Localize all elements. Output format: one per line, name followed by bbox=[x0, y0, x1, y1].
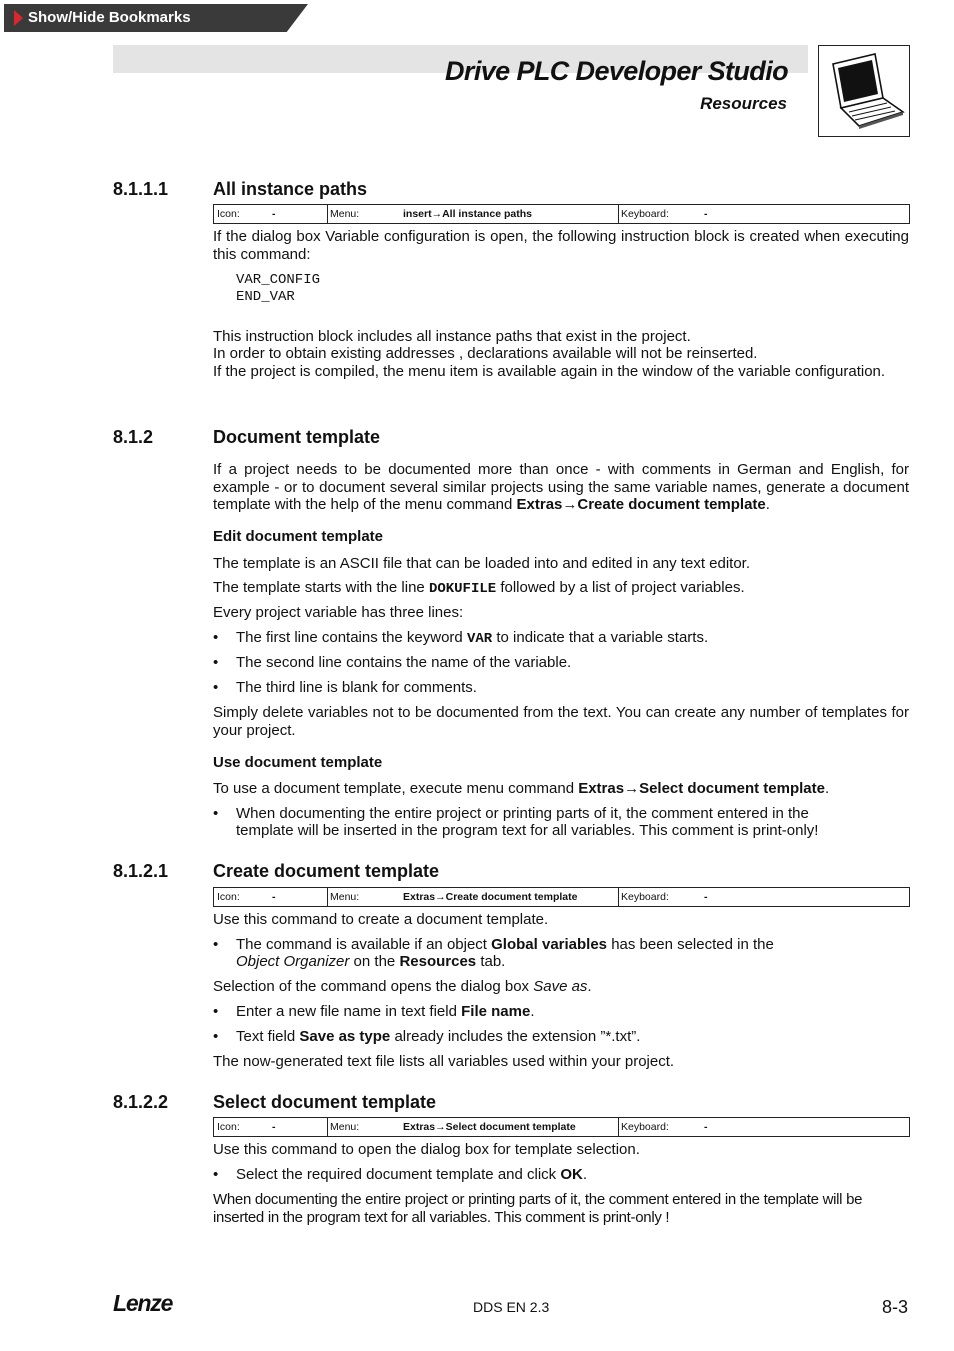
menu-label: Menu: bbox=[330, 1121, 360, 1133]
icon-label: Icon: bbox=[217, 208, 240, 220]
text-line: Use this command to open the dialog box for template selection. bbox=[213, 1141, 640, 1158]
keyboard-value: - bbox=[704, 208, 708, 220]
text-line: The template starts with the line DOKUFILE followed by a list of project variables. bbox=[213, 579, 745, 597]
text-line: Selection of the command opens the dialog box Save as. bbox=[213, 978, 592, 995]
lenze-logo: Lenze bbox=[113, 1290, 173, 1316]
code-line: VAR_CONFIG bbox=[236, 272, 321, 288]
laptop-icon bbox=[818, 45, 910, 137]
text-line: To use a document template, execute menu command Extras→Select document template. bbox=[213, 780, 830, 797]
section-title: Document template bbox=[213, 427, 381, 447]
keyboard-label: Keyboard: bbox=[621, 208, 669, 220]
subheading: Use document template bbox=[213, 754, 383, 771]
menu-path: Extras→Create document template bbox=[403, 891, 578, 903]
text-line: In order to obtain existing addresses , declarations available will not be reinserted. bbox=[213, 345, 758, 362]
page-number: 8-3 bbox=[881, 1297, 908, 1317]
keyboard-label: Keyboard: bbox=[621, 891, 669, 903]
icon-label: Icon: bbox=[217, 1121, 240, 1133]
section-number: 8.1.1.1 bbox=[113, 179, 169, 199]
paragraph: If a project needs to be documented more than once - with comments in German and English, for example - or to document several similar projects using the same variable names, generate a document template with the help of the menu command Extras→Create document template. bbox=[213, 461, 909, 513]
show-hide-bookmarks-label[interactable]: Show/Hide Bookmarks bbox=[28, 9, 191, 26]
icon-value: - bbox=[272, 1121, 276, 1133]
section-title: Create document template bbox=[213, 861, 440, 881]
text-line: Use this command to create a document template. bbox=[213, 911, 549, 928]
icon-label: Icon: bbox=[217, 891, 240, 903]
triangle-right-icon[interactable] bbox=[14, 10, 23, 26]
page-title: Drive PLC Developer Studio bbox=[445, 56, 788, 86]
text-line: This instruction block includes all instance paths that exist in the project. bbox=[213, 328, 691, 345]
section-title: All instance paths bbox=[213, 179, 368, 199]
command-table bbox=[213, 1117, 910, 1137]
keyboard-value: - bbox=[704, 891, 708, 903]
code-line: END_VAR bbox=[236, 289, 295, 305]
command-table bbox=[213, 887, 910, 907]
menu-path: insert→All instance paths bbox=[403, 208, 532, 220]
paragraph: If the dialog box Variable configuration is open, the following instruction block is created when executing this command: bbox=[213, 228, 909, 263]
paragraph: When documenting the entire project or printing parts of it, the comment entered in the template will be inserted in the program text for all variables. This comment is print-only ! bbox=[213, 1191, 863, 1226]
menu-path: Extras→Select document template bbox=[403, 1121, 576, 1133]
section-title: Select document template bbox=[213, 1092, 437, 1112]
page-subtitle: Resources bbox=[700, 94, 787, 113]
text-line: Every project variable has three lines: bbox=[213, 604, 464, 621]
paragraph: If the project is compiled, the menu item is available again in the window of the variable configuration. bbox=[213, 363, 886, 380]
command-table bbox=[213, 204, 910, 224]
menu-label: Menu: bbox=[330, 891, 360, 903]
subheading: Edit document template bbox=[213, 528, 384, 545]
icon-value: - bbox=[272, 208, 276, 220]
keyboard-label: Keyboard: bbox=[621, 1121, 669, 1133]
paragraph: Simply delete variables not to be documented from the text. You can create any number of templates for your project. bbox=[213, 704, 909, 739]
section-number: 8.1.2.2 bbox=[113, 1092, 169, 1112]
icon-value: - bbox=[272, 891, 276, 903]
text-line: The now-generated text file lists all variables used within your project. bbox=[213, 1053, 675, 1070]
section-number: 8.1.2.1 bbox=[113, 861, 169, 881]
text-line: The template is an ASCII file that can be loaded into and edited in any text editor. bbox=[213, 555, 751, 572]
document-version: DDS EN 2.3 bbox=[473, 1299, 550, 1315]
section-number: 8.1.2 bbox=[113, 427, 154, 447]
menu-label: Menu: bbox=[330, 208, 360, 220]
keyboard-value: - bbox=[704, 1121, 708, 1133]
